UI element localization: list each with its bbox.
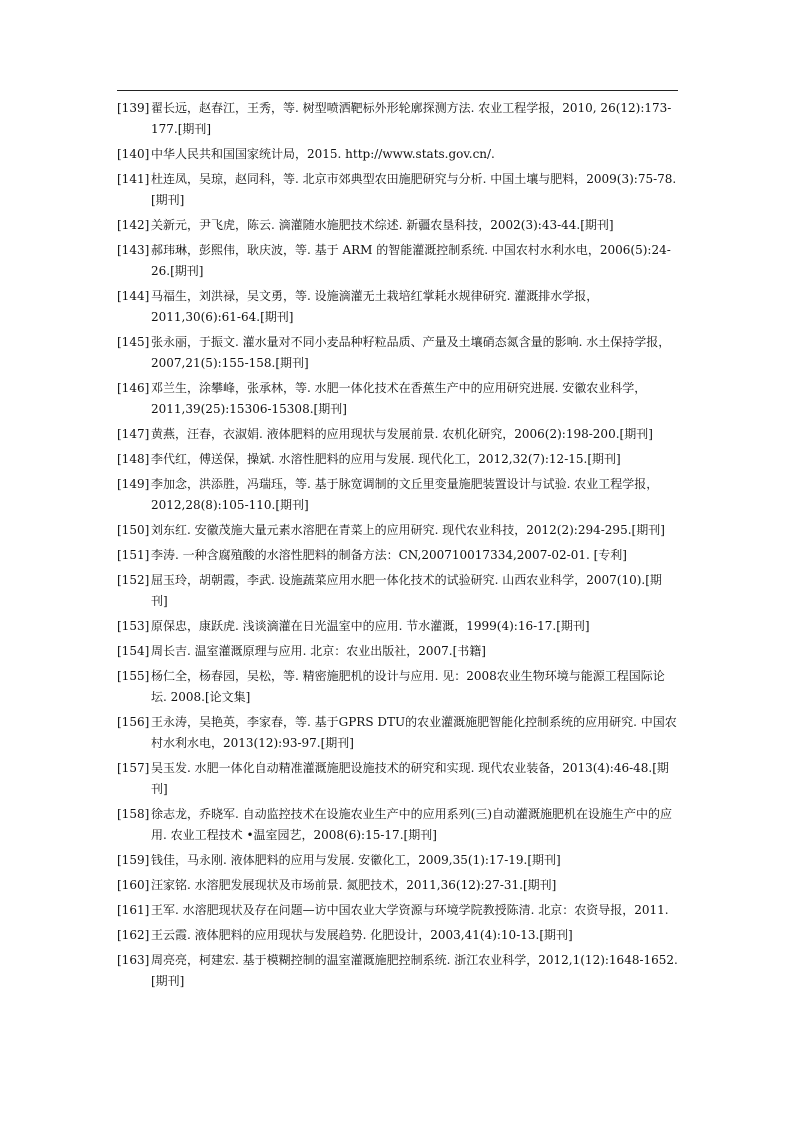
- reference-number: [162]: [117, 928, 150, 942]
- reference-text: 邓兰生，涂攀峰，张承林，等. 水肥一体化技术在香蕉生产中的应用研究进展. 安徽农业科学，2011,39(25):15306-15308.[期刊]: [151, 381, 647, 416]
- header-rule: [117, 90, 678, 91]
- reference-item: [117, 286, 678, 328]
- reference-text: 周亮亮，柯建宏. 基于模糊控制的温室灌溉施肥控制系统. 浙江农业科学，2012,1(12):1648-1652.[期刊]: [151, 953, 678, 988]
- reference-text: 王云霞. 液体肥料的应用现状与发展趋势. 化肥设计，2003,41(4):10-13.[期刊]: [151, 928, 573, 942]
- reference-item: [117, 758, 678, 800]
- reference-text: 杜连凤，吴琼，赵同科，等. 北京市郊典型农田施肥研究与分析. 中国土壤与肥料，2009(3):75-78.[期刊]: [151, 172, 677, 207]
- reference-text: 钱佳，马永刚. 液体肥料的应用与发展. 安徽化工，2009,35(1):17-19.[期刊]: [151, 853, 561, 867]
- reference-text: 中华人民共和国国家统计局，2015. http://www.stats.gov.cn/.: [151, 147, 495, 161]
- reference-item: [117, 545, 678, 566]
- reference-text: 王永涛，吴艳英，李家春，等. 基于GPRS DTU的农业灌溉施肥智能化控制系统的应用研究. 中国农村水利水电，2013(12):93-97.[期刊]: [151, 715, 677, 750]
- reference-number: [152]: [117, 573, 150, 587]
- reference-item: [117, 641, 678, 662]
- reference-item: [117, 850, 678, 871]
- reference-item: [117, 144, 678, 165]
- reference-item: [117, 424, 678, 445]
- reference-text: 周长吉. 温室灌溉原理与应用. 北京：农业出版社，2007.[书籍]: [151, 644, 486, 658]
- reference-text: 屈玉玲，胡朝霞，李武. 设施蔬菜应用水肥一体化技术的试验研究. 山西农业科学，2007(10).[期刊]: [151, 573, 662, 608]
- reference-number: [158]: [117, 807, 150, 821]
- reference-text: 李涛. 一种含腐殖酸的水溶性肥料的制备方法：CN,200710017334,2007-02-01. [专利]: [151, 548, 627, 562]
- reference-item: [117, 474, 678, 516]
- reference-item: [117, 570, 678, 612]
- reference-item: [117, 666, 678, 708]
- reference-item: [117, 520, 678, 541]
- reference-number: [157]: [117, 761, 150, 775]
- reference-item: [117, 712, 678, 754]
- reference-number: [154]: [117, 644, 150, 658]
- reference-text: 张永丽，于振文. 灌水量对不同小麦品种籽粒品质、产量及土壤硝态氮含量的影响. 水土保持学报，2007,21(5):155-158.[期刊]: [151, 335, 671, 370]
- reference-text: 徐志龙，乔晓军. 自动监控技术在设施农业生产中的应用系列(三)自动灌溉施肥机在设施生产中的应用. 农业工程技术 •温室园艺，2008(6):15-17.[期刊]: [151, 807, 672, 842]
- reference-item: [117, 616, 678, 637]
- reference-item: [117, 215, 678, 236]
- reference-number: [149]: [117, 477, 150, 491]
- reference-number: [150]: [117, 523, 150, 537]
- reference-item: [117, 332, 678, 374]
- reference-text: 李代红，傅送保，操斌. 水溶性肥料的应用与发展. 现代化工，2012,32(7):12-15.[期刊]: [151, 452, 621, 466]
- reference-text: 刘东红. 安徽茂施大量元素水溶肥在青菜上的应用研究. 现代农业科技，2012(2):294-295.[期刊]: [151, 523, 665, 537]
- reference-number: [161]: [117, 903, 150, 917]
- reference-item: [117, 98, 678, 140]
- reference-item: [117, 804, 678, 846]
- reference-number: [148]: [117, 452, 150, 466]
- reference-text: 翟长远，赵春江，王秀，等. 树型喷洒靶标外形轮廓探测方法. 农业工程学报，2010, 26(12):173-177.[期刊]: [151, 101, 672, 136]
- reference-number: [156]: [117, 715, 150, 729]
- reference-number: [142]: [117, 218, 150, 232]
- reference-text: 李加念，洪添胜，冯瑞珏，等. 基于脉宽调制的文丘里变量施肥装置设计与试验. 农业工程学报，2012,28(8):105-110.[期刊]: [151, 477, 659, 512]
- reference-number: [147]: [117, 427, 150, 441]
- reference-number: [144]: [117, 289, 150, 303]
- reference-text: 吴玉发. 水肥一体化自动精准灌溉施肥设施技术的研究和实现. 现代农业装备，2013(4):46-48.[期刊]: [151, 761, 669, 796]
- reference-text: 黄燕，汪春，衣淑娟. 液体肥料的应用现状与发展前景. 农机化研究，2006(2):198-200.[期刊]: [151, 427, 653, 441]
- reference-text: 郝玮琳，彭熙伟，耿庆波，等. 基于 ARM 的智能灌溉控制系统. 中国农村水利水电，2006(5):24-26.[期刊]: [151, 243, 671, 278]
- reference-number: [151]: [117, 548, 150, 562]
- reference-item: [117, 950, 678, 992]
- reference-item: [117, 925, 678, 946]
- reference-item: [117, 169, 678, 211]
- reference-number: [155]: [117, 669, 150, 683]
- reference-text: 汪家铭. 水溶肥发展现状及市场前景. 氮肥技术，2011,36(12):27-31.[期刊]: [151, 878, 557, 892]
- reference-item: [117, 240, 678, 282]
- reference-item: [117, 449, 678, 470]
- reference-number: [145]: [117, 335, 150, 349]
- reference-number: [153]: [117, 619, 150, 633]
- reference-text: 原保忠，康跃虎. 浅谈滴灌在日光温室中的应用. 节水灌溉，1999(4):16-17.[期刊]: [151, 619, 590, 633]
- reference-number: [146]: [117, 381, 150, 395]
- reference-item: [117, 875, 678, 896]
- reference-number: [160]: [117, 878, 150, 892]
- reference-number: [159]: [117, 853, 150, 867]
- reference-list: [117, 98, 678, 996]
- reference-text: 关新元，尹飞虎，陈云. 滴灌随水施肥技术综述. 新疆农垦科技，2002(3):43-44.[期刊]: [151, 218, 614, 232]
- reference-number: [143]: [117, 243, 150, 257]
- reference-text: 王军. 水溶肥现状及存在问题—访中国农业大学资源与环境学院教授陈清. 北京：农资导报，2011.: [151, 903, 669, 917]
- reference-item: [117, 900, 678, 921]
- reference-number: [163]: [117, 953, 150, 967]
- reference-item: [117, 378, 678, 420]
- reference-number: [140]: [117, 147, 150, 161]
- reference-text: 杨仁全，杨春园，吴松，等. 精密施肥机的设计与应用. 见：2008农业生物环境与能源工程国际论坛. 2008.[论文集]: [151, 669, 665, 704]
- reference-number: [139]: [117, 101, 150, 115]
- reference-number: [141]: [117, 172, 150, 186]
- reference-text: 马福生，刘洪禄，吴文勇，等. 设施滴灌无土栽培红掌耗水规律研究. 灌溉排水学报，2011,30(6):61-64.[期刊]: [151, 289, 599, 324]
